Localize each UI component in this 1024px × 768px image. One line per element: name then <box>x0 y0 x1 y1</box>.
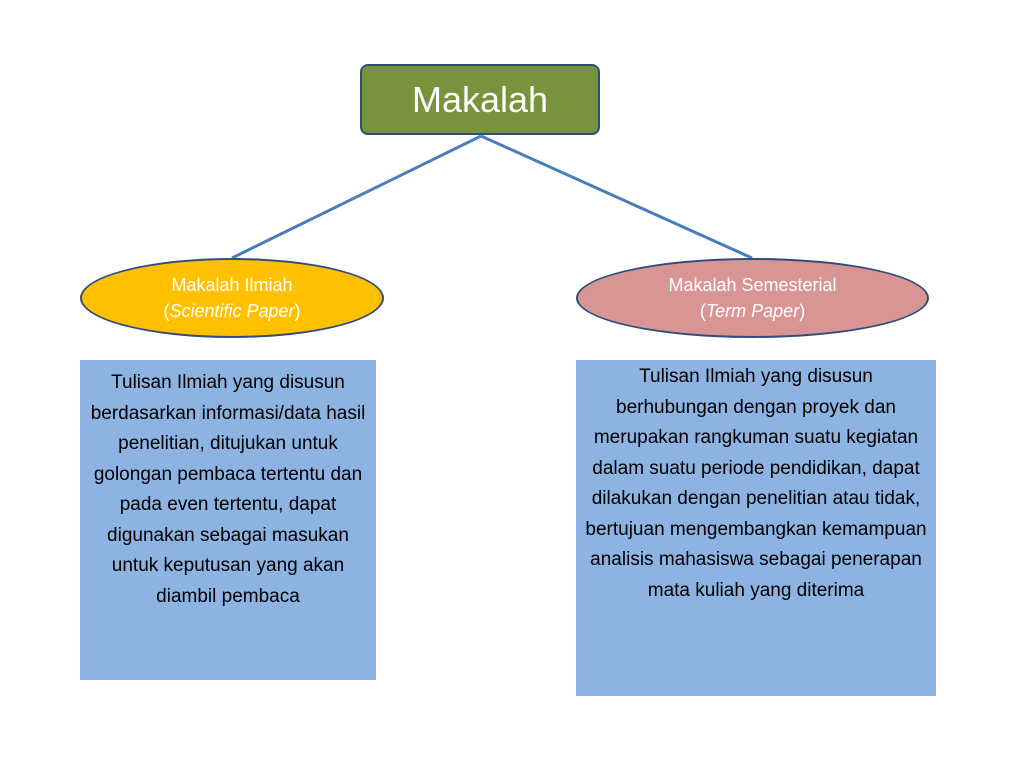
branch-subtitle <box>700 298 805 324</box>
subtitle-term: Scientific Paper <box>169 301 295 321</box>
description-text: Tulisan Ilmiah yang disusun berhubungan dengan proyek dan merupakan rangkuman suatu kegiatan dalam suatu periode pendidikan, dapat dilakukan dengan penelitian atau tidak, bertujuan mengembangkan kemampuan analisis mahasiswa sebagai penerapan mata kuliah yang diterima <box>585 366 927 601</box>
branch-subtitle <box>163 298 300 324</box>
subtitle-close-paren: ) <box>799 301 806 321</box>
description-text: Tulisan Ilmiah yang disusun berdasarkan informasi/data hasil penelitian, ditujukan untuk golongan pembaca tertentu dan pada even tertentu, dapat digunakan sebagai masukan untuk keputusan yang akan diambil pembaca <box>90 372 366 607</box>
subtitle-open-paren: ( <box>699 301 706 321</box>
branch-title: Makalah Semesterial <box>668 275 837 295</box>
subtitle-open-paren: ( <box>163 301 170 321</box>
root-node-label: Makalah <box>411 78 549 120</box>
branch-node-term-paper <box>576 258 929 338</box>
description-term-paper <box>576 360 936 696</box>
subtitle-close-paren: ) <box>294 301 301 321</box>
subtitle-term: Term Paper <box>705 301 800 321</box>
connector-left <box>232 136 481 258</box>
branch-node-scientific-paper <box>80 258 384 338</box>
description-scientific-paper <box>80 360 376 680</box>
connector-right <box>481 136 752 258</box>
root-node-makalah <box>360 64 600 135</box>
branch-title: Makalah Ilmiah <box>171 275 293 295</box>
